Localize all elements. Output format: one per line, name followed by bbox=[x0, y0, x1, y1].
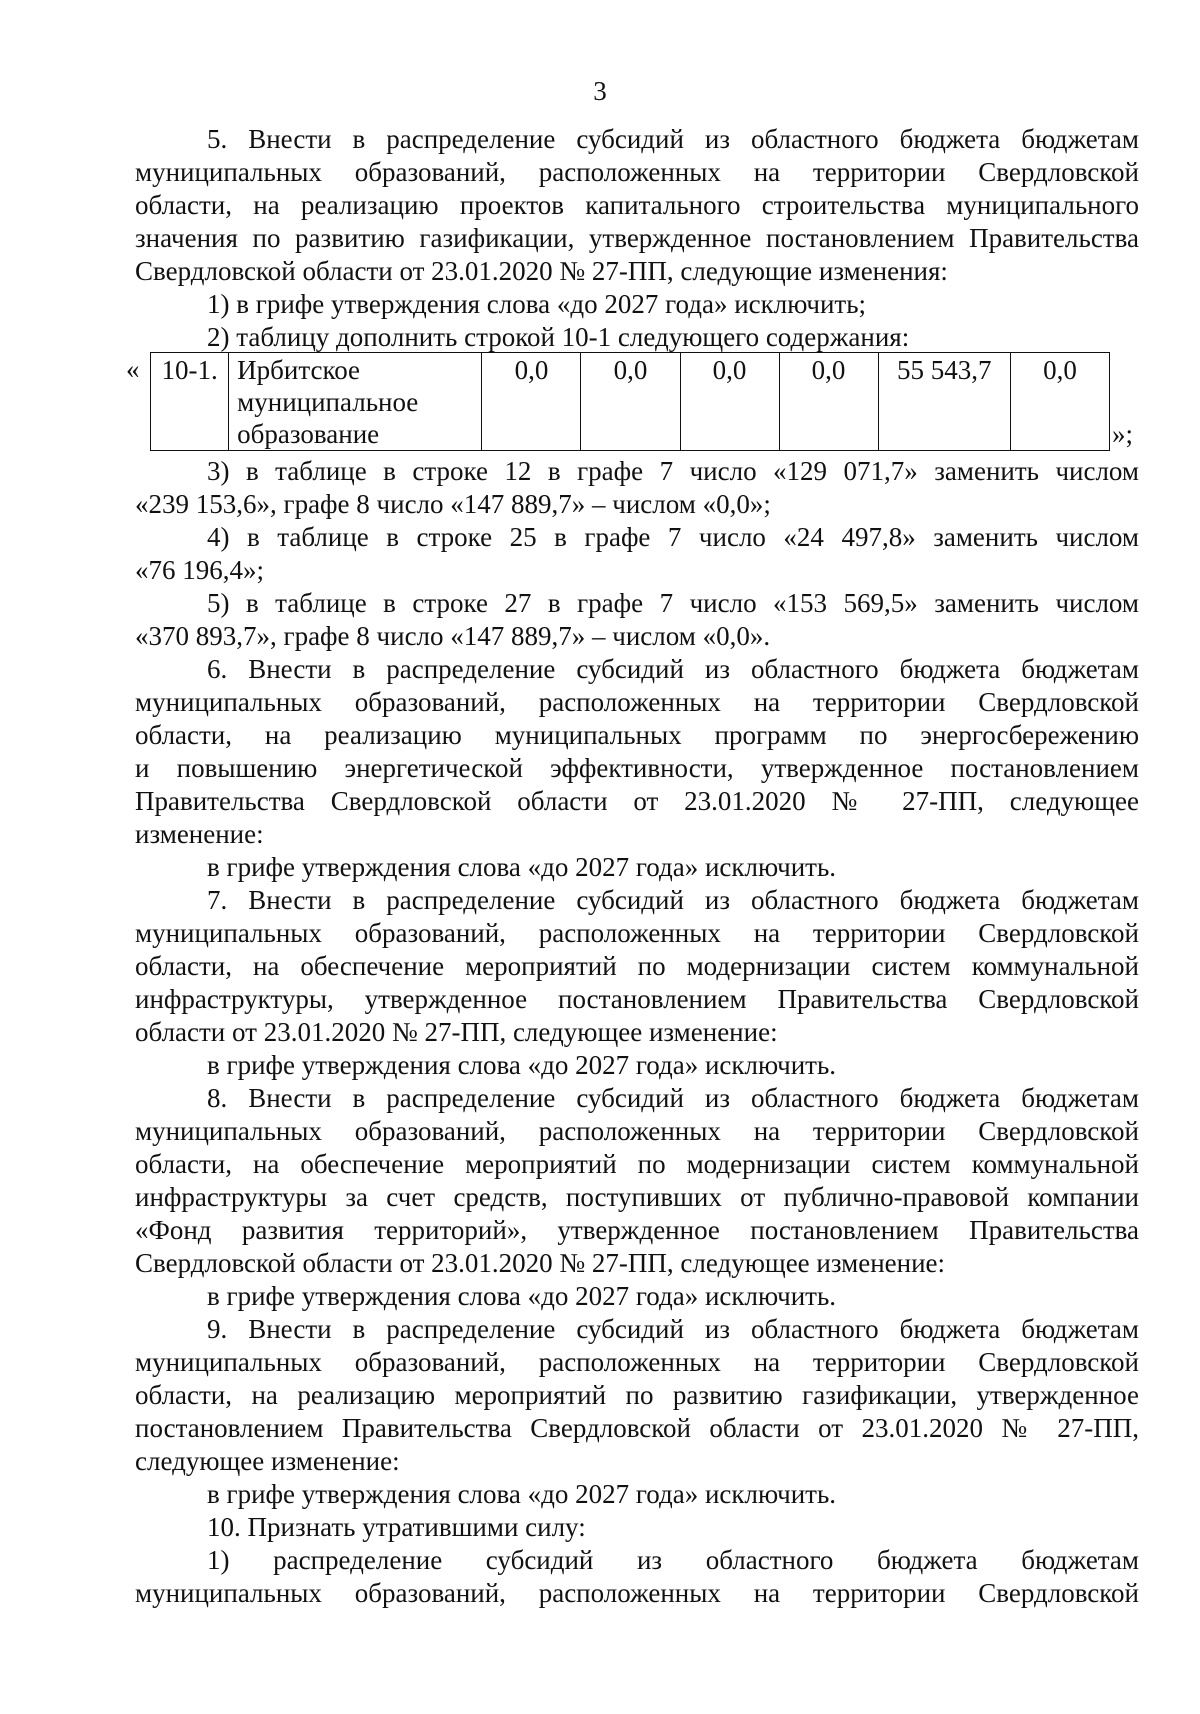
text-line: муниципальных образований, расположенных на территории Свердловской bbox=[135, 157, 1139, 187]
text-line: 1) распределение субсидий из областного бюджета бюджетам bbox=[207, 1545, 1139, 1575]
name-line: образование bbox=[237, 419, 380, 449]
table-close-quote: »; bbox=[1112, 419, 1134, 449]
text-line: в грифе утверждения слова «до 2027 года» исключить. bbox=[207, 1050, 837, 1080]
text-line: муниципальных образований, расположенных на территории Свердловской bbox=[135, 1578, 1139, 1608]
text-line: муниципальных образований, расположенных на территории Свердловской bbox=[135, 687, 1139, 717]
text-line: значения по развитию газификации, утвержденное постановлением Правительства bbox=[135, 223, 1139, 253]
row-number-cell: 10-1. bbox=[151, 353, 229, 451]
text-line: муниципальных образований, расположенных на территории Свердловской bbox=[135, 1347, 1139, 1377]
text-line: следующее изменение: bbox=[135, 1446, 400, 1476]
text-line: Свердловской области от 23.01.2020 № 27-ПП, следующее изменение: bbox=[135, 1248, 946, 1278]
text-line: 8. Внести в распределение субсидий из областного бюджета бюджетам bbox=[207, 1083, 1139, 1113]
text-line: инфраструктуры, утвержденное постановлением Правительства Свердловской bbox=[135, 984, 1139, 1014]
text-line: 2) таблицу дополнить строкой 10-1 следующего содержания: bbox=[207, 322, 910, 352]
text-line: 7. Внести в распределение субсидий из областного бюджета бюджетам bbox=[207, 885, 1139, 915]
text-line: «76 196,4»; bbox=[135, 555, 265, 585]
text-line: области, на обеспечение мероприятий по модернизации систем коммунальной bbox=[135, 1149, 1139, 1179]
text-line: в грифе утверждения слова «до 2027 года» исключить. bbox=[207, 1479, 837, 1509]
text-line: постановлением Правительства Свердловской области от 23.01.2020 № 27-ПП, bbox=[135, 1413, 1139, 1443]
text-line: области, на реализацию мероприятий по развитию газификации, утвержденное bbox=[135, 1380, 1139, 1410]
text-line: 4) в таблице в строке 25 в графе 7 число «24 497,8» заменить числом bbox=[207, 522, 1139, 552]
text-line: 1) в грифе утверждения слова «до 2027 года» исключить; bbox=[207, 289, 867, 319]
text-line: области от 23.01.2020 № 27-ПП, следующее изменение: bbox=[135, 1017, 778, 1047]
text-line: муниципальных образований, расположенных на территории Свердловской bbox=[135, 1116, 1139, 1146]
text-line: и повышению энергетической эффективности, утвержденное постановлением bbox=[135, 753, 1139, 783]
text-line: области, на реализацию муниципальных программ по энергосбережению bbox=[135, 720, 1139, 750]
text-line: изменение: bbox=[135, 819, 264, 849]
name-line: Ирбитское bbox=[237, 355, 361, 385]
value-cell: 55 543,7 bbox=[878, 353, 1010, 451]
text-line: в грифе утверждения слова «до 2027 года» исключить. bbox=[207, 852, 837, 882]
value-cell: 0,0 bbox=[482, 353, 581, 451]
text-line: Правительства Свердловской области от 23.01.2020 № 27-ПП, следующее bbox=[135, 786, 1139, 816]
value-cell: 0,0 bbox=[779, 353, 878, 451]
text-line: 6. Внести в распределение субсидий из областного бюджета бюджетам bbox=[207, 654, 1139, 684]
name-line: муниципальное bbox=[237, 387, 419, 417]
text-line: «239 153,6», графе 8 число «147 889,7» – числом «0,0»; bbox=[135, 489, 771, 519]
text-line: 10. Признать утратившими силу: bbox=[207, 1512, 586, 1542]
text-line: 5. Внести в распределение субсидий из областного бюджета бюджетам bbox=[207, 124, 1139, 154]
text-line: области, на реализацию проектов капитального строительства муниципального bbox=[135, 190, 1139, 220]
text-line: «370 893,7», графе 8 число «147 889,7» – числом «0,0». bbox=[135, 621, 771, 651]
value-cell: 0,0 bbox=[680, 353, 779, 451]
text-line: области, на обеспечение мероприятий по модернизации систем коммунальной bbox=[135, 951, 1139, 981]
value-cell: 0,0 bbox=[1010, 353, 1109, 451]
text-line: муниципальных образований, расположенных на территории Свердловской bbox=[135, 918, 1139, 948]
text-line: в грифе утверждения слова «до 2027 года» исключить. bbox=[207, 1281, 837, 1311]
table-row bbox=[151, 353, 1110, 451]
table-open-quote: « bbox=[126, 354, 140, 384]
text-line: «Фонд развития территорий», утвержденное постановлением Правительства bbox=[135, 1215, 1139, 1245]
text-line: инфраструктуры за счет средств, поступивших от публично-правовой компании bbox=[135, 1182, 1139, 1212]
text-line: 5) в таблице в строке 27 в графе 7 число «153 569,5» заменить числом bbox=[207, 588, 1139, 618]
text-line: 3) в таблице в строке 12 в графе 7 число «129 071,7» заменить числом bbox=[207, 456, 1139, 486]
value-cell: 0,0 bbox=[581, 353, 680, 451]
municipality-name-cell bbox=[229, 353, 482, 451]
inserted-table-row bbox=[150, 352, 1110, 451]
text-line: 9. Внести в распределение субсидий из областного бюджета бюджетам bbox=[207, 1314, 1139, 1344]
page-number: 3 bbox=[593, 76, 607, 106]
text-line: Свердловской области от 23.01.2020 № 27-ПП, следующие изменения: bbox=[135, 256, 948, 286]
